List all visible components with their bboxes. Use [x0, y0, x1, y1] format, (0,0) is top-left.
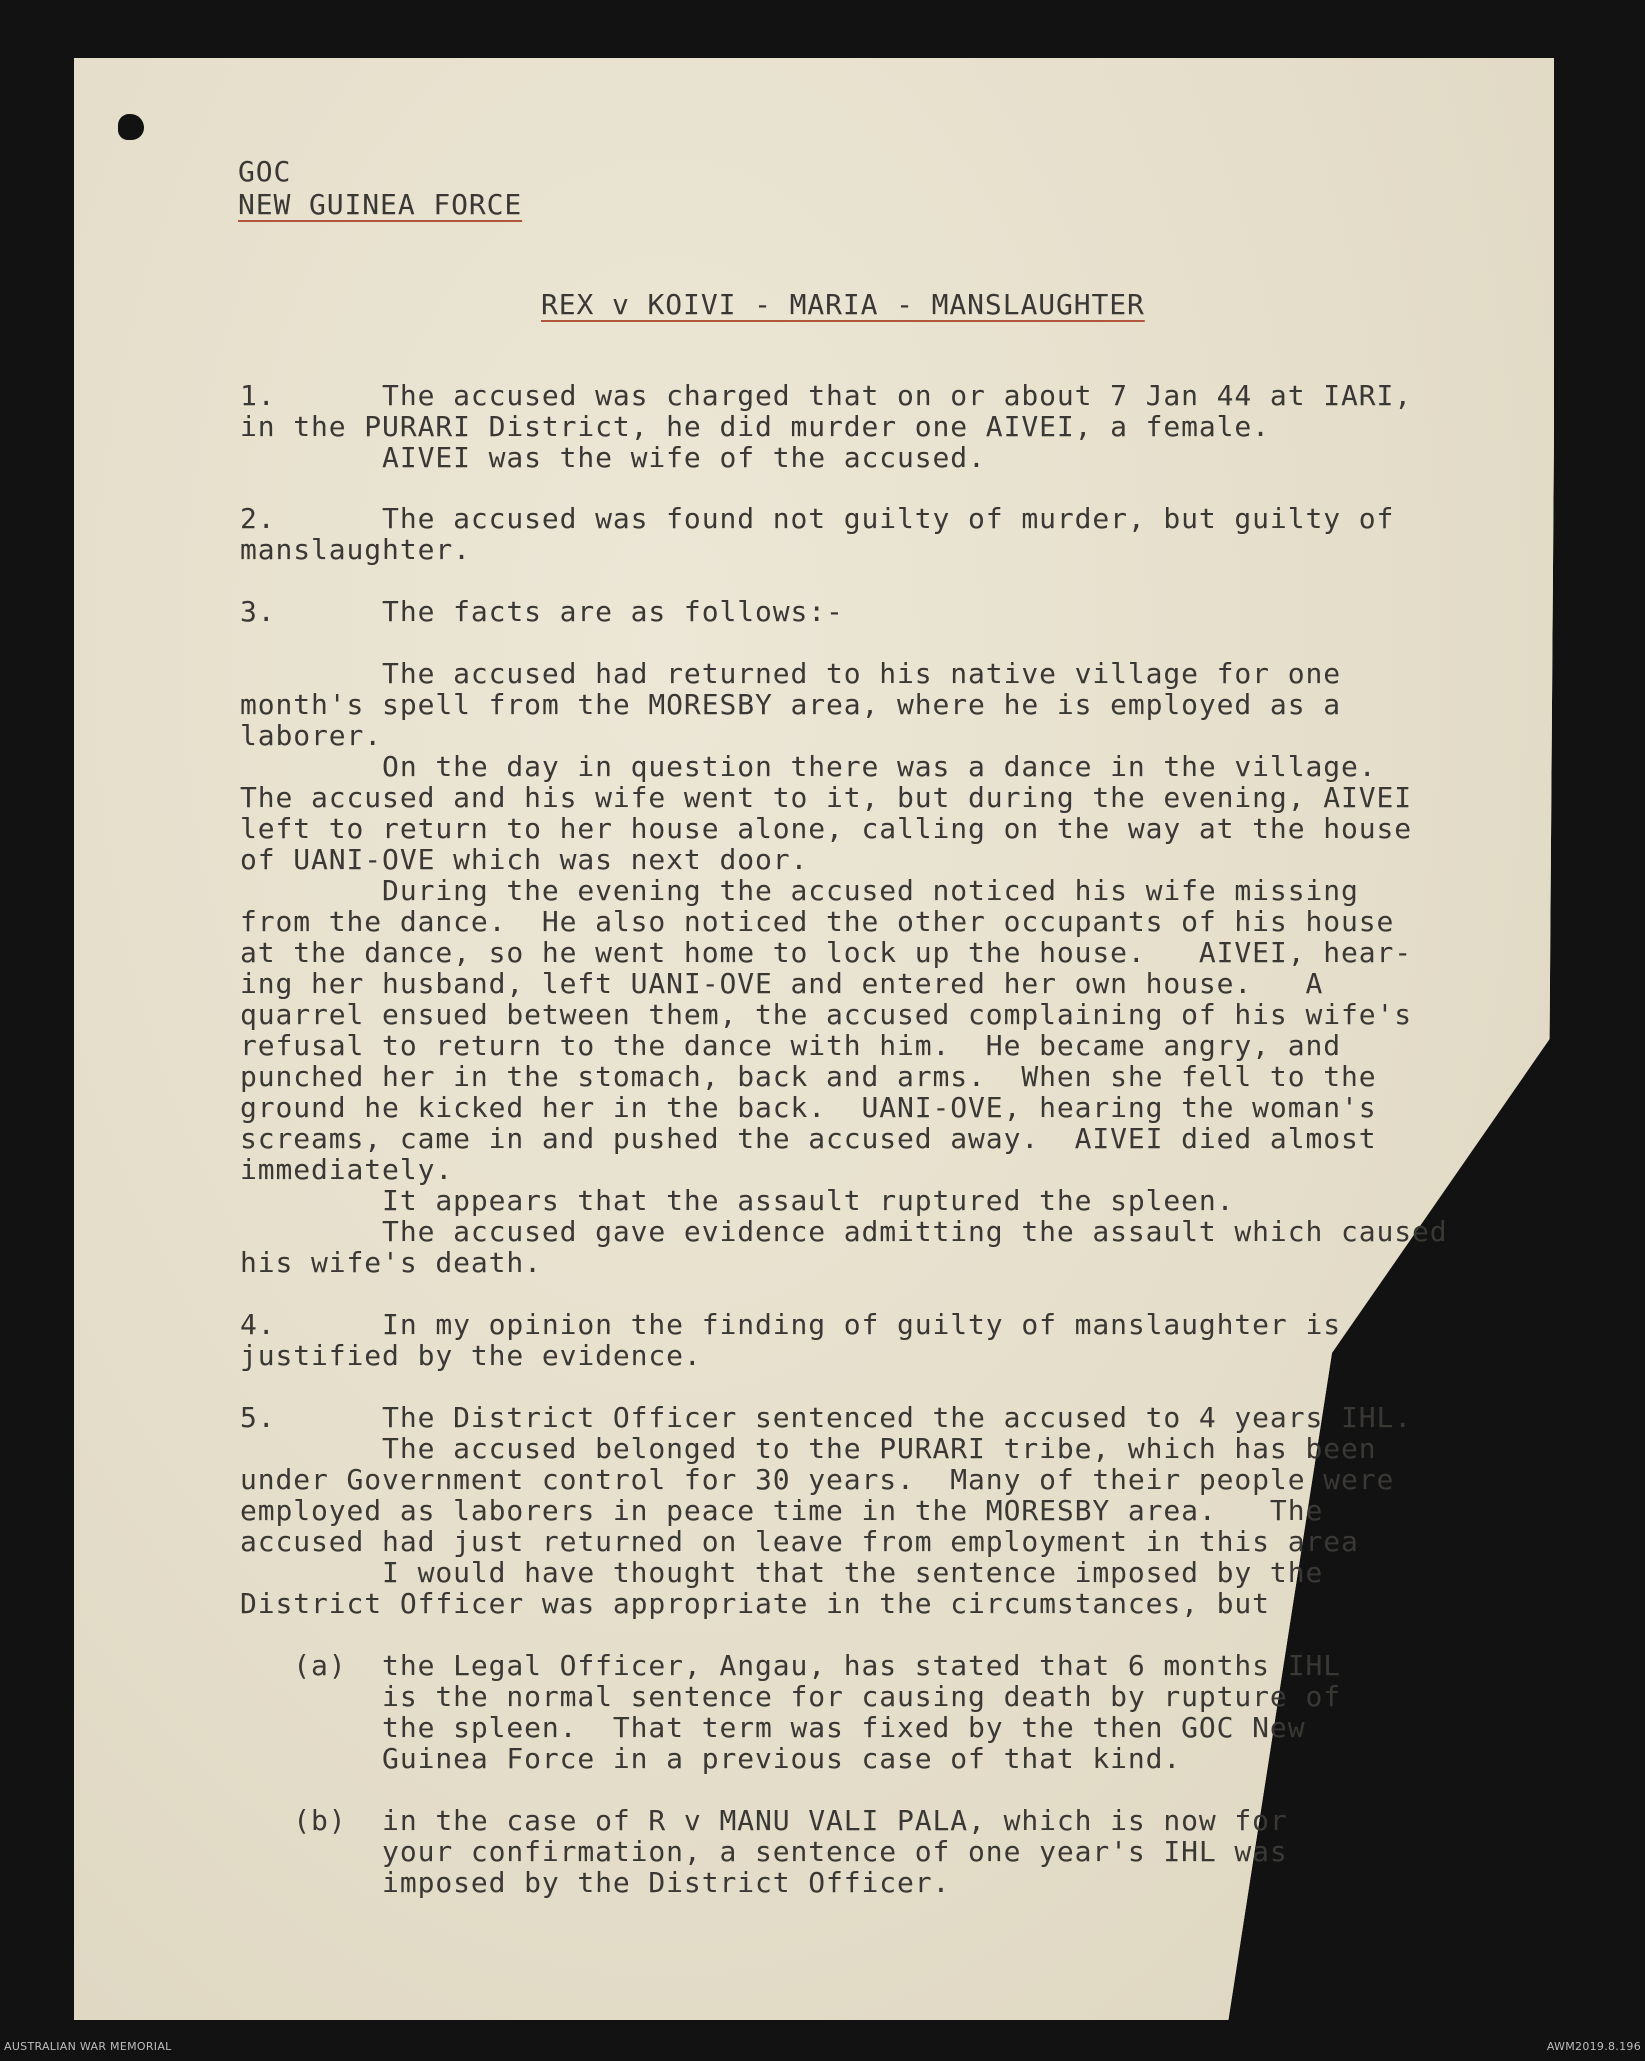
- address-line-1: GOC: [238, 155, 292, 188]
- body-line: The accused belonged to the PURARI tribe, which has been: [240, 1432, 1377, 1465]
- body-line: quarrel ensued between them, the accused complaining of his wife's: [240, 998, 1412, 1031]
- body-line: 4. In my opinion the finding of guilty of manslaughter is: [240, 1308, 1341, 1341]
- body-line: is the normal sentence for causing death by rupture of: [240, 1680, 1341, 1713]
- footer-institution: AUSTRALIAN WAR MEMORIAL: [4, 2040, 172, 2053]
- body-line: employed as laborers in peace time in the MORESBY area. The: [240, 1494, 1324, 1527]
- body-line: the spleen. That term was fixed by the then GOC New: [240, 1711, 1306, 1744]
- document-title: REX v KOIVI - MARIA - MANSLAUGHTER: [541, 288, 1145, 321]
- body-line: The accused and his wife went to it, but during the evening, AIVEI: [240, 781, 1412, 814]
- body-line: 2. The accused was found not guilty of murder, but guilty of: [240, 502, 1395, 535]
- body-line: On the day in question there was a dance in the village.: [240, 750, 1377, 783]
- body-line: (a) the Legal Officer, Angau, has stated that 6 months IHL: [240, 1649, 1341, 1682]
- body-line: 5. The District Officer sentenced the accused to 4 years IHL.: [240, 1401, 1412, 1434]
- body-line: ground he kicked her in the back. UANI-OVE, hearing the woman's: [240, 1091, 1377, 1124]
- body-line: 3. The facts are as follows:-: [240, 595, 844, 628]
- body-line: AIVEI was the wife of the accused.: [240, 441, 986, 474]
- body-line: month's spell from the MORESBY area, where he is employed as a: [240, 688, 1341, 721]
- body-line: District Officer was appropriate in the circumstances, but: [240, 1587, 1270, 1620]
- body-line: immediately.: [240, 1153, 454, 1186]
- body-line: manslaughter.: [240, 533, 471, 566]
- body-line: Guinea Force in a previous case of that kind.: [240, 1742, 1182, 1775]
- body-line: his wife's death.: [240, 1246, 542, 1279]
- footer-accession-number: AWM2019.8.196: [1546, 2040, 1641, 2053]
- body-line: refusal to return to the dance with him. He became angry, and: [240, 1029, 1341, 1062]
- address-line-2: NEW GUINEA FORCE: [238, 188, 523, 221]
- body-line: justified by the evidence.: [240, 1339, 702, 1372]
- body-line: at the dance, so he went home to lock up the house. AIVEI, hear-: [240, 936, 1412, 969]
- body-line: The accused had returned to his native village for one: [240, 657, 1341, 690]
- body-line: It appears that the assault ruptured the spleen.: [240, 1184, 1235, 1217]
- punch-hole: [118, 114, 144, 140]
- body-line: screams, came in and pushed the accused away. AIVEI died almost: [240, 1122, 1377, 1155]
- body-line: left to return to her house alone, calling on the way at the house: [240, 812, 1412, 845]
- body-line: During the evening the accused noticed his wife missing: [240, 874, 1359, 907]
- body-line: in the PURARI District, he did murder one AIVEI, a female.: [240, 410, 1270, 443]
- body-line: The accused gave evidence admitting the assault which caused: [240, 1215, 1448, 1248]
- body-line: 1. The accused was charged that on or about 7 Jan 44 at IARI,: [240, 379, 1412, 412]
- body-line: of UANI-OVE which was next door.: [240, 843, 809, 876]
- body-line: your confirmation, a sentence of one year's IHL was: [240, 1835, 1288, 1868]
- body-line: laborer.: [240, 719, 383, 752]
- body-line: ing her husband, left UANI-OVE and entered her own house. A: [240, 967, 1324, 1000]
- body-line: punched her in the stomach, back and arms. When she fell to the: [240, 1060, 1377, 1093]
- body-line: under Government control for 30 years. Many of their people were: [240, 1463, 1395, 1496]
- body-line: I would have thought that the sentence imposed by the: [240, 1556, 1324, 1589]
- body-line: (b) in the case of R v MANU VALI PALA, which is now for: [240, 1804, 1288, 1837]
- body-line: from the dance. He also noticed the other occupants of his house: [240, 905, 1395, 938]
- body-line: imposed by the District Officer.: [240, 1866, 951, 1899]
- body-line: accused had just returned on leave from employment in this area: [240, 1525, 1359, 1558]
